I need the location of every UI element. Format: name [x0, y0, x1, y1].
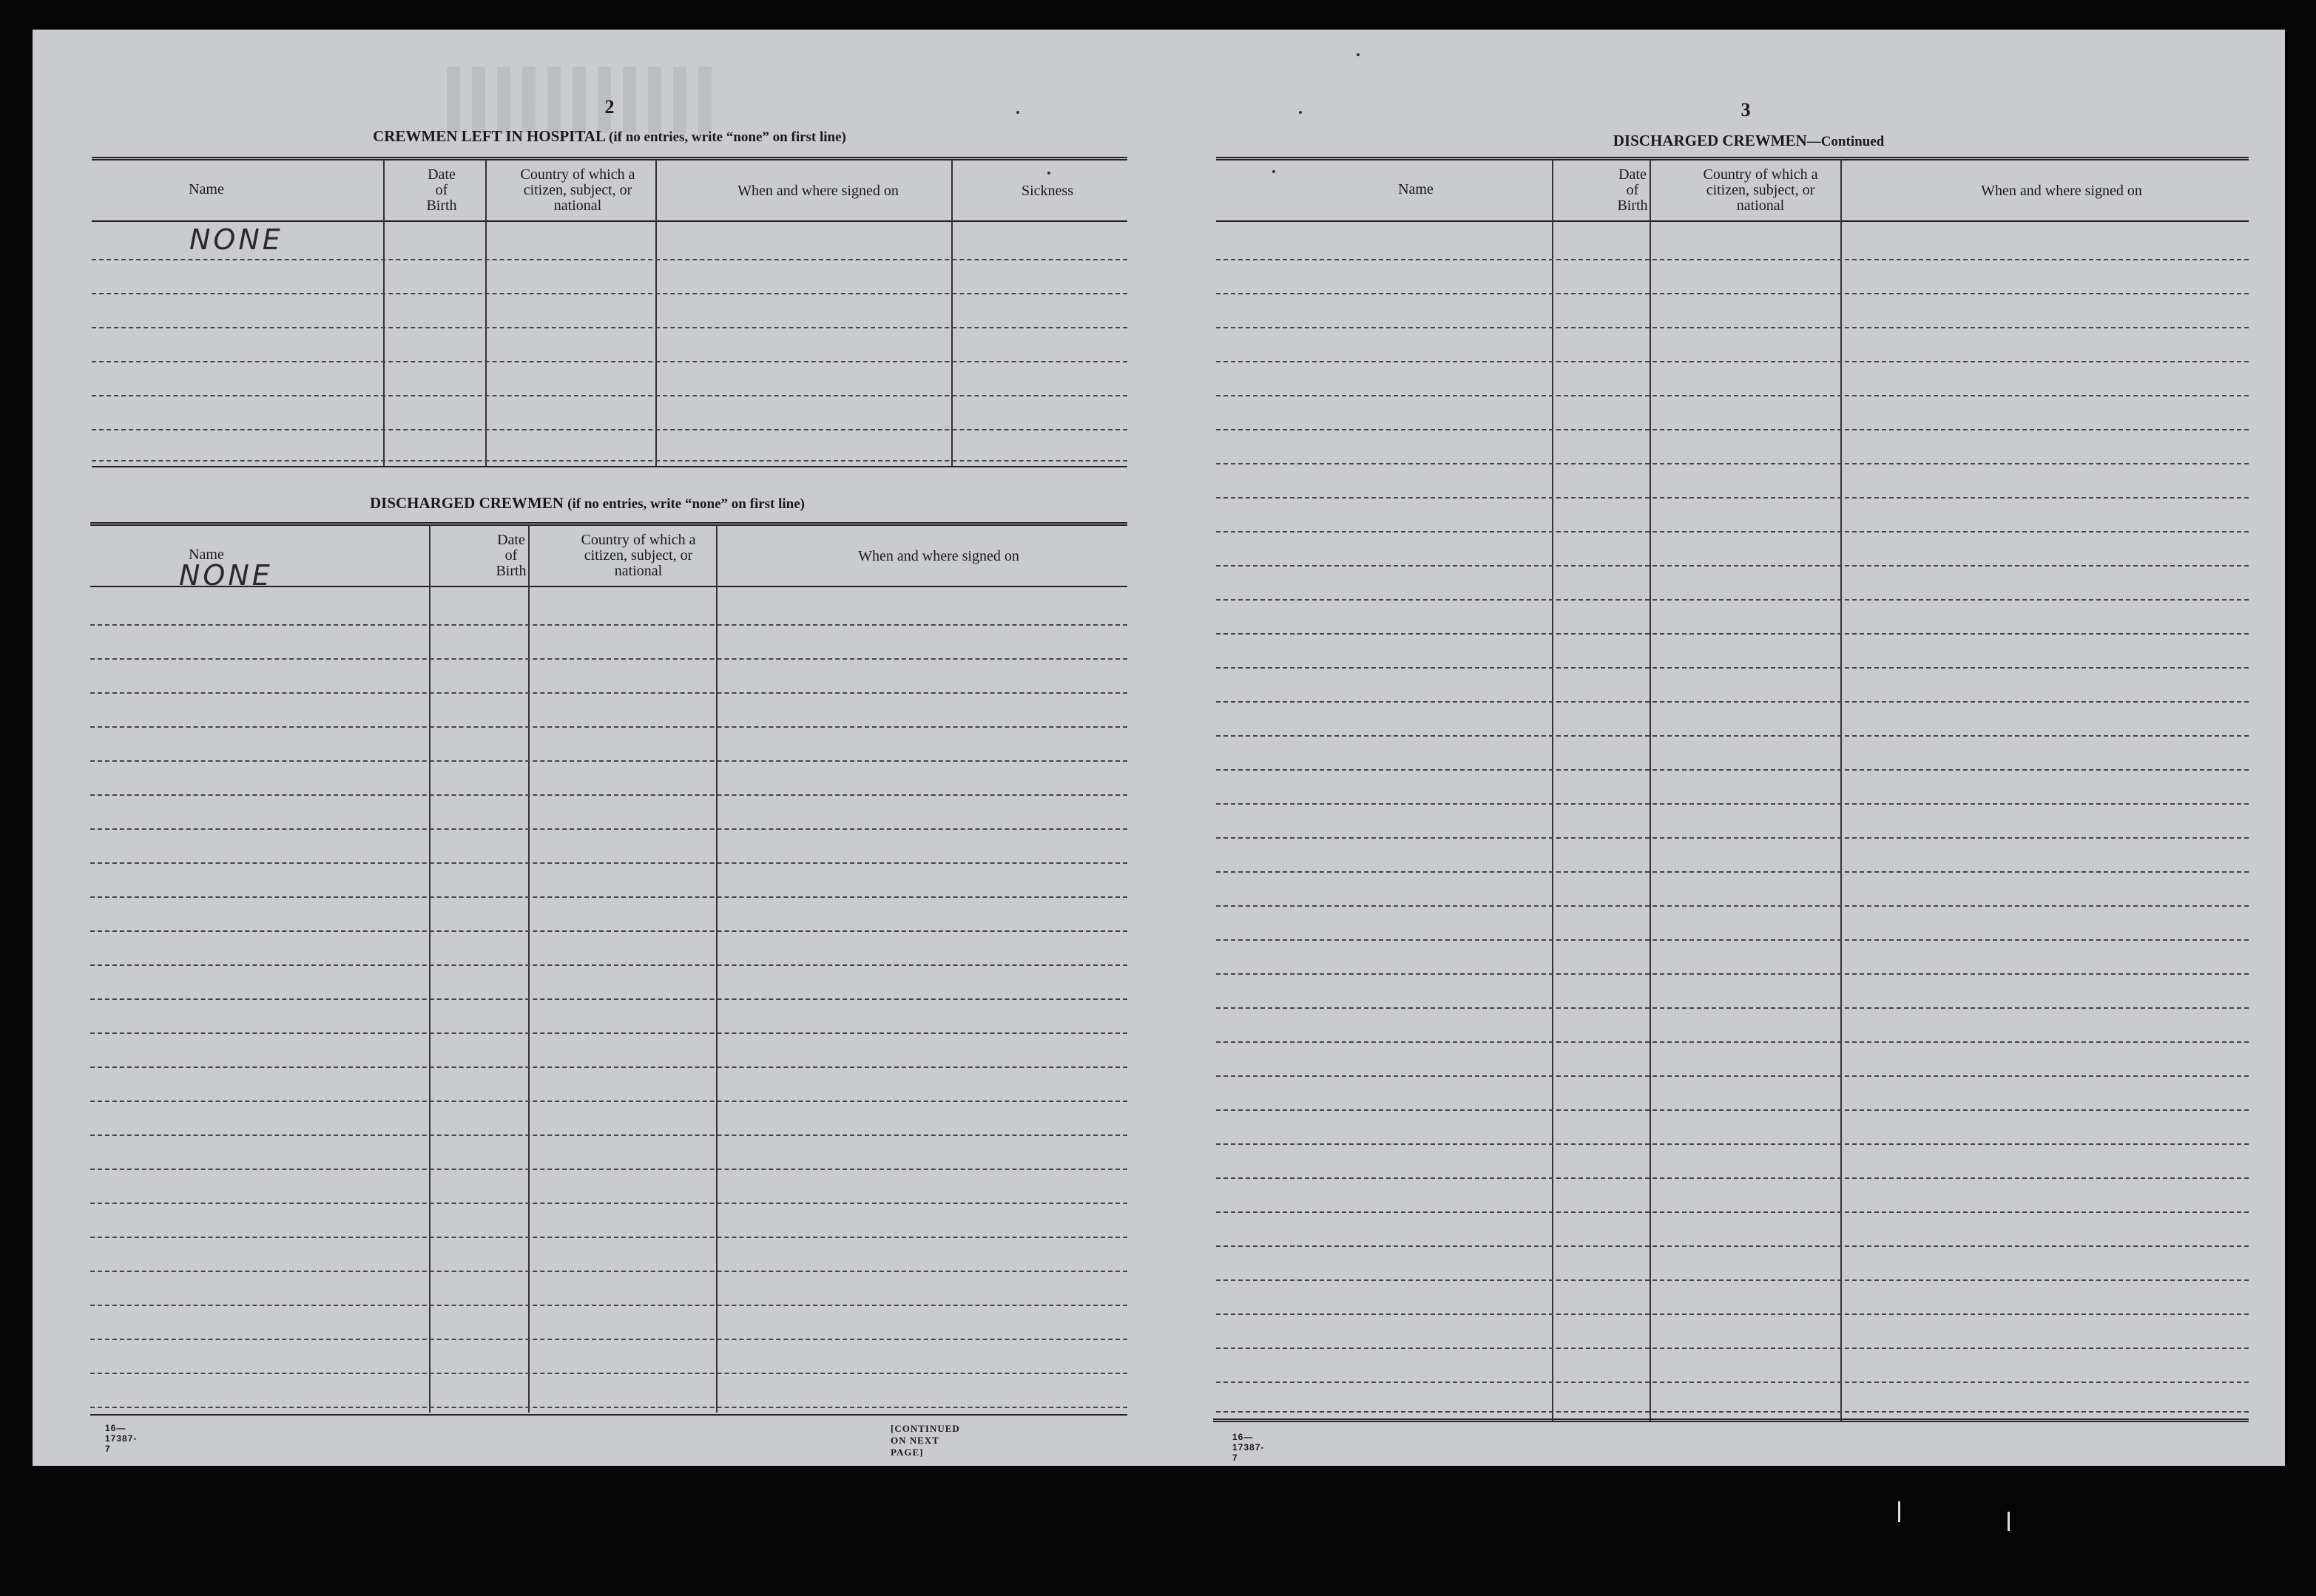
discharged-row-line [90, 658, 1127, 660]
document-sheet [33, 30, 2285, 1466]
hospital-col-dob: Date of Birth [426, 166, 457, 214]
discharged-row-line [90, 726, 1127, 728]
discharged-continued-text: DISCHARGED CREWMEN [1613, 132, 1807, 149]
hospital-col-country: Country of which a citizen, subject, or national [520, 166, 635, 214]
discharged-row-line [90, 794, 1127, 796]
discharged-continued-title [1438, 132, 2059, 150]
discharged-none-entry: NONE [179, 559, 273, 592]
right-row-line [1216, 1313, 2249, 1315]
discharged-row-line [90, 1135, 1127, 1136]
form-code: 16—17387-7 [1232, 1432, 1265, 1463]
hospital-divider-1 [383, 159, 385, 467]
discharged-row-line [90, 1066, 1127, 1068]
right-divider-3 [1840, 159, 1842, 1422]
discharged-col-signed: When and where signed on [858, 548, 1019, 564]
hospital-row-line [92, 327, 1127, 328]
hospital-divider-2 [485, 159, 487, 467]
hospital-row-line [92, 460, 1127, 461]
scan-artifact [2008, 1512, 2010, 1531]
right-row-line [1216, 837, 2249, 839]
right-row-line [1216, 769, 2249, 771]
hospital-top-rule [92, 157, 1127, 160]
right-row-line [1216, 1279, 2249, 1281]
right-row-line [1216, 701, 2249, 703]
discharged-row-line [90, 1100, 1127, 1102]
hospital-col-name: Name [189, 181, 224, 197]
right-row-line [1216, 905, 2249, 907]
discharged-row-line [90, 1305, 1127, 1306]
right-bottom-rule [1213, 1419, 2249, 1422]
discharged-row-line [90, 760, 1127, 762]
right-row-line [1216, 871, 2249, 873]
right-row-line [1216, 735, 2249, 737]
discharged-col-name: Name [189, 547, 224, 563]
right-row-line [1216, 803, 2249, 805]
right-row-line [1216, 1041, 2249, 1043]
discharged-row-line [90, 1373, 1127, 1374]
continued-label: —Continued [1806, 134, 1885, 149]
discharged-row-line [90, 1237, 1127, 1238]
right-row-line [1216, 633, 2249, 635]
discharged-row-line [90, 1032, 1127, 1034]
right-row-line [1216, 531, 2249, 532]
discharged-col-dob: Date of Birth [496, 532, 527, 579]
dust-speck [1016, 111, 1019, 114]
discharged-row-line [90, 896, 1127, 898]
right-row-line [1216, 667, 2249, 669]
right-row-line [1216, 1348, 2249, 1349]
discharged-col-country: Country of which a citizen, subject, or national [581, 532, 696, 579]
hospital-row-line [92, 361, 1127, 362]
dust-speck [1272, 170, 1275, 173]
discharged-title-text: DISCHARGED CREWMEN [369, 494, 564, 512]
right-col-dob: Date of Birth [1617, 166, 1648, 214]
hospital-divider-3 [655, 159, 657, 467]
right-row-line [1216, 429, 2249, 430]
discharged-row-line [90, 1271, 1127, 1272]
right-row-line [1216, 463, 2249, 464]
right-row-line [1216, 599, 2249, 601]
hospital-divider-4 [951, 159, 953, 467]
right-row-line [1216, 1211, 2249, 1213]
right-row-line [1216, 1245, 2249, 1247]
form-code: 16—17387-7 [105, 1423, 138, 1454]
hospital-row-line [92, 429, 1127, 430]
scan-artifact [1898, 1501, 1900, 1522]
right-row-line [1216, 1075, 2249, 1077]
right-divider-1 [1552, 159, 1553, 1422]
discharged-row-line [90, 692, 1127, 694]
discharged-row-line [90, 1407, 1127, 1408]
discharged-title [254, 494, 920, 513]
right-col-country: Country of which a citizen, subject, or national [1703, 166, 1818, 214]
page-number: 3 [1741, 99, 1751, 121]
dust-speck [1047, 172, 1050, 175]
dust-speck [1299, 111, 1302, 114]
hospital-row-line [92, 259, 1127, 260]
right-header-rule [1216, 220, 2249, 222]
hospital-title-text: CREWMEN LEFT IN HOSPITAL [373, 127, 605, 145]
hospital-section-title [291, 127, 928, 146]
right-row-line [1216, 1007, 2249, 1009]
discharged-row-line [90, 964, 1127, 966]
discharged-bottom-rule [90, 1414, 1127, 1416]
right-row-line [1216, 1177, 2249, 1179]
discharged-top-rule [90, 522, 1127, 526]
right-row-line [1216, 939, 2249, 941]
discharged-row-line [90, 862, 1127, 864]
discharged-title-note: (if no entries, write “none” on first line) [567, 496, 806, 512]
right-row-line [1216, 395, 2249, 396]
hospital-bottom-rule [92, 466, 1127, 467]
discharged-row-line [90, 1339, 1127, 1340]
right-row-line [1216, 361, 2249, 362]
right-divider-2 [1650, 159, 1651, 1422]
right-row-line [1216, 293, 2249, 294]
continued-note: [CONTINUED ON NEXT PAGE] [891, 1423, 960, 1458]
discharged-row-line [90, 1203, 1127, 1204]
right-row-line [1216, 973, 2249, 975]
right-row-line [1216, 327, 2249, 328]
hospital-row-line [92, 395, 1127, 396]
hospital-row-line [92, 293, 1127, 294]
hospital-header-rule [92, 220, 1127, 222]
right-col-signed: When and where signed on [1981, 183, 2142, 199]
right-row-line [1216, 1109, 2249, 1111]
discharged-row-line [90, 624, 1127, 626]
right-row-line [1216, 1411, 2249, 1413]
right-top-rule [1216, 157, 2249, 160]
discharged-row-line [90, 828, 1127, 830]
discharged-row-line [90, 1169, 1127, 1170]
right-row-line [1216, 497, 2249, 498]
discharged-row-line [90, 998, 1127, 1000]
right-col-name: Name [1398, 181, 1434, 197]
right-row-line [1216, 565, 2249, 567]
right-row-line [1216, 259, 2249, 260]
dust-speck [1357, 53, 1360, 56]
right-row-line [1216, 1382, 2249, 1383]
page-number: 2 [604, 96, 615, 118]
hospital-none-entry: NONE [189, 223, 283, 256]
right-row-line [1216, 1143, 2249, 1145]
hospital-col-signed: When and where signed on [737, 183, 899, 199]
discharged-row-line [90, 930, 1127, 932]
hospital-title-note: (if no entries, write “none” on first line) [609, 129, 846, 145]
hospital-col-sickness: Sickness [1022, 183, 1073, 199]
